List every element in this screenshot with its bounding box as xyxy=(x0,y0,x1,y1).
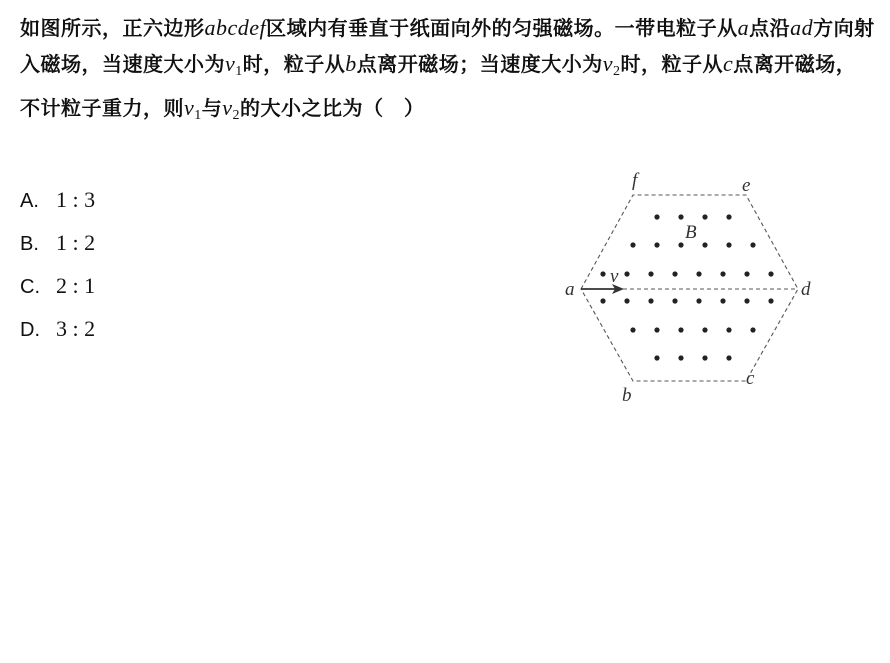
vertex-label-d: d xyxy=(801,279,811,300)
option-value: 1 : 3 xyxy=(56,187,96,212)
math-v: v xyxy=(602,51,614,76)
field-dot xyxy=(768,298,773,303)
field-dot xyxy=(654,355,659,360)
math-point-a: a xyxy=(737,15,750,40)
math-sub: 1 xyxy=(194,108,202,123)
field-dot xyxy=(624,298,629,303)
question-seg: 点沿 xyxy=(749,16,791,40)
field-dot xyxy=(672,298,677,303)
vertex-label-c: c xyxy=(746,368,755,389)
field-dot xyxy=(702,242,707,247)
question-seg: 时，粒子从 xyxy=(620,52,724,76)
option-letter: B. xyxy=(20,233,39,255)
math-direction-ad: ad xyxy=(790,15,814,40)
field-dot xyxy=(678,355,683,360)
question-seg: 点离开磁场；当速度大小为 xyxy=(356,52,603,76)
option-d[interactable] xyxy=(20,307,95,350)
field-dot xyxy=(678,327,683,332)
field-dot xyxy=(750,242,755,247)
field-dot xyxy=(726,327,731,332)
field-dot xyxy=(744,298,749,303)
option-b[interactable] xyxy=(20,221,95,264)
field-dot xyxy=(600,298,605,303)
velocity-label: v xyxy=(610,266,619,287)
field-dot xyxy=(696,271,701,276)
field-dot xyxy=(672,271,677,276)
field-dot xyxy=(624,271,629,276)
math-v: v xyxy=(184,95,195,120)
option-value: 1 : 2 xyxy=(56,230,96,255)
math-sub: 2 xyxy=(232,108,241,123)
question-seg: 区域内有垂直于纸面向外的匀强磁场。一带电粒子从 xyxy=(266,16,738,40)
field-dot xyxy=(696,298,701,303)
question-seg: 与 xyxy=(201,96,223,120)
field-dot xyxy=(726,242,731,247)
math-hexagon: abcdef xyxy=(204,15,267,40)
field-dot xyxy=(648,271,653,276)
field-dot xyxy=(630,242,635,247)
option-letter: D. xyxy=(20,319,40,341)
answer-options xyxy=(20,178,95,350)
math-sub: 2 xyxy=(613,64,621,79)
field-dot xyxy=(702,355,707,360)
option-value: 2 : 1 xyxy=(56,273,96,298)
field-dot xyxy=(726,214,731,219)
option-a[interactable] xyxy=(20,178,95,221)
field-dot xyxy=(768,271,773,276)
vertex-label-a: a xyxy=(565,279,575,300)
question-seg: 如图所示，正六边形 xyxy=(20,16,205,40)
field-label-B: B xyxy=(685,222,697,243)
field-dot xyxy=(720,271,725,276)
field-dot xyxy=(678,214,683,219)
hexagon-field-figure xyxy=(560,168,820,418)
question-seg: 点离开磁场，不计粒子重力，则 xyxy=(20,52,857,120)
question-seg: 的大小之比为（ ） xyxy=(240,96,425,120)
question-seg: 方向射入磁场，当速度大小为 xyxy=(20,16,875,76)
vertex-label-f: f xyxy=(632,170,638,191)
math-point-c: c xyxy=(723,51,734,76)
field-dot xyxy=(654,214,659,219)
vertex-label-e: e xyxy=(742,175,751,196)
field-dot xyxy=(678,242,683,247)
field-dot xyxy=(702,327,707,332)
field-dot xyxy=(630,327,635,332)
field-dot xyxy=(654,327,659,332)
math-sub: 1 xyxy=(235,64,243,79)
field-dot xyxy=(744,271,749,276)
option-value: 3 : 2 xyxy=(56,316,96,341)
field-dot xyxy=(750,327,755,332)
question-seg: 时，粒子从 xyxy=(242,52,346,76)
field-dot xyxy=(702,214,707,219)
option-letter: A. xyxy=(20,190,39,212)
question-text xyxy=(20,10,876,134)
field-dot xyxy=(654,242,659,247)
math-v: v xyxy=(225,51,236,76)
field-dot xyxy=(720,298,725,303)
vertex-label-b: b xyxy=(622,385,632,406)
field-dot xyxy=(648,298,653,303)
field-dot xyxy=(726,355,731,360)
option-letter: C. xyxy=(20,276,40,298)
field-dot xyxy=(600,271,605,276)
option-c[interactable] xyxy=(20,264,95,307)
math-v: v xyxy=(222,95,233,120)
math-point-b: b xyxy=(345,51,357,76)
